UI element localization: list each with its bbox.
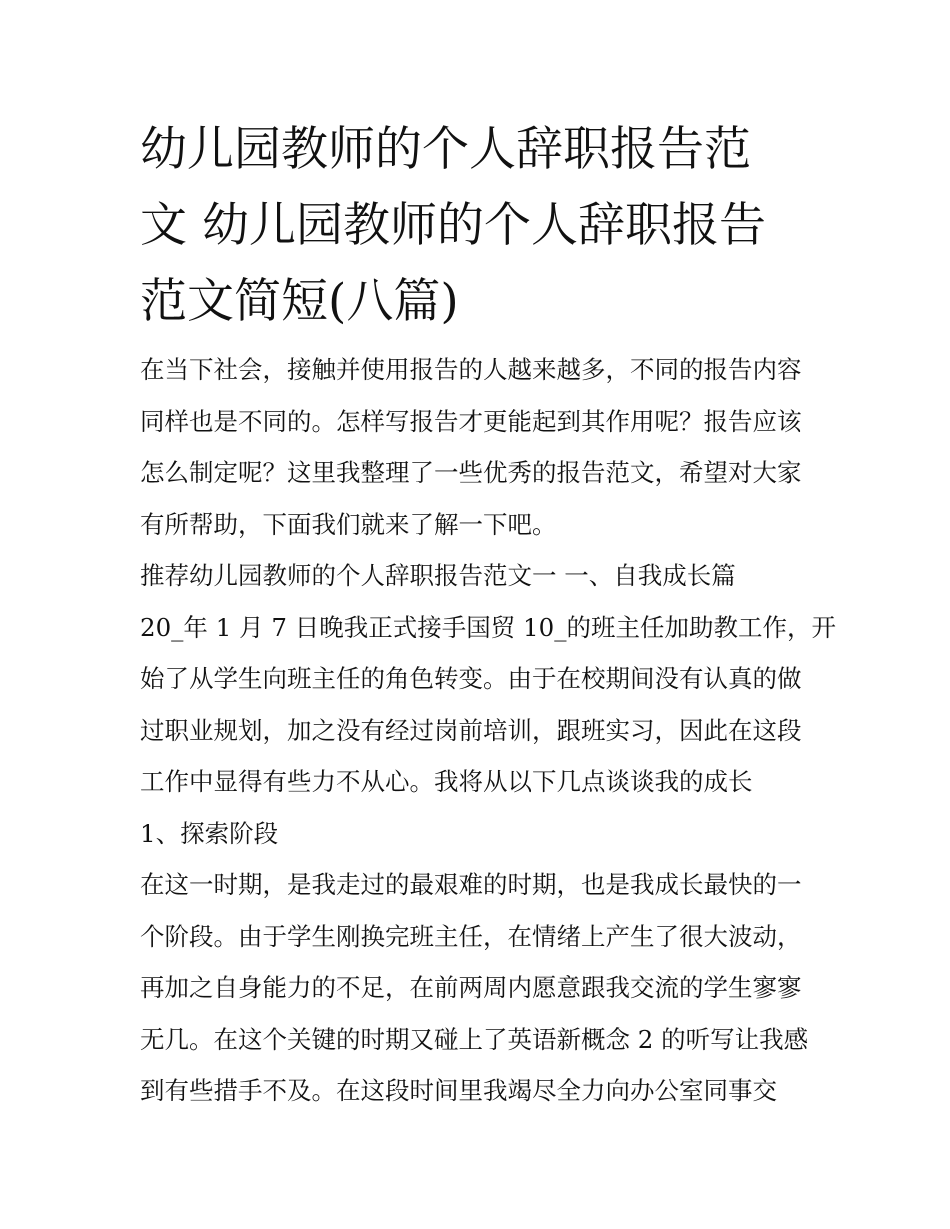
paragraph-line: 到有些措手不及。在这段时间里我竭尽全力向办公室同事交 — [140, 1076, 777, 1105]
paragraph-line: 工作中显得有些力不从心。我将从以下几点谈谈我的成长 — [140, 767, 753, 796]
section-heading: 推荐幼儿园教师的个人辞职报告范文一 一、自我成长篇 — [140, 561, 736, 590]
intro-line: 有所帮助，下面我们就来了解一下吧。 — [140, 509, 557, 539]
title-line: 范文简短(八篇) — [140, 274, 459, 329]
paragraph-line: 始了从学生向班主任的角色转变。由于在校期间没有认真的做 — [140, 664, 802, 693]
subsection-heading: 1、探索阶段 — [140, 818, 279, 848]
document-title — [140, 112, 812, 340]
title-line: 文 幼儿园教师的个人辞职报告 — [140, 198, 766, 253]
paragraph-line: 20_年 1 月 7 日晚我正式接手国贸 10_的班主任加助教工作，开 — [140, 612, 836, 642]
paragraph-line: 在这一时期，是我走过的最艰难的时期，也是我成长最快的一 — [140, 870, 802, 899]
intro-line: 同样也是不同的。怎样写报告才更能起到其作用呢？报告应该 — [140, 406, 802, 436]
intro-line: 怎么制定呢？这里我整理了一些优秀的报告范文，希望对大家 — [140, 458, 802, 487]
document-page — [140, 112, 836, 1117]
intro-line: 在当下社会，接触并使用报告的人越来越多，不同的报告内容 — [140, 355, 802, 384]
title-line: 幼儿园教师的个人辞职报告范 — [140, 122, 751, 177]
paragraph-line: 个阶段。由于学生刚换完班主任，在情绪上产生了很大波动， — [140, 921, 802, 951]
paragraph-line: 无几。在这个关键的时期又碰上了英语新概念 2 的听写让我感 — [140, 1024, 809, 1054]
paragraph-line: 过职业规划，加之没有经过岗前培训，跟班实习，因此在这段 — [140, 715, 802, 745]
document-body — [140, 344, 836, 1117]
paragraph-line: 再加之自身能力的不足，在前两周内愿意跟我交流的学生寥寥 — [140, 973, 802, 1002]
